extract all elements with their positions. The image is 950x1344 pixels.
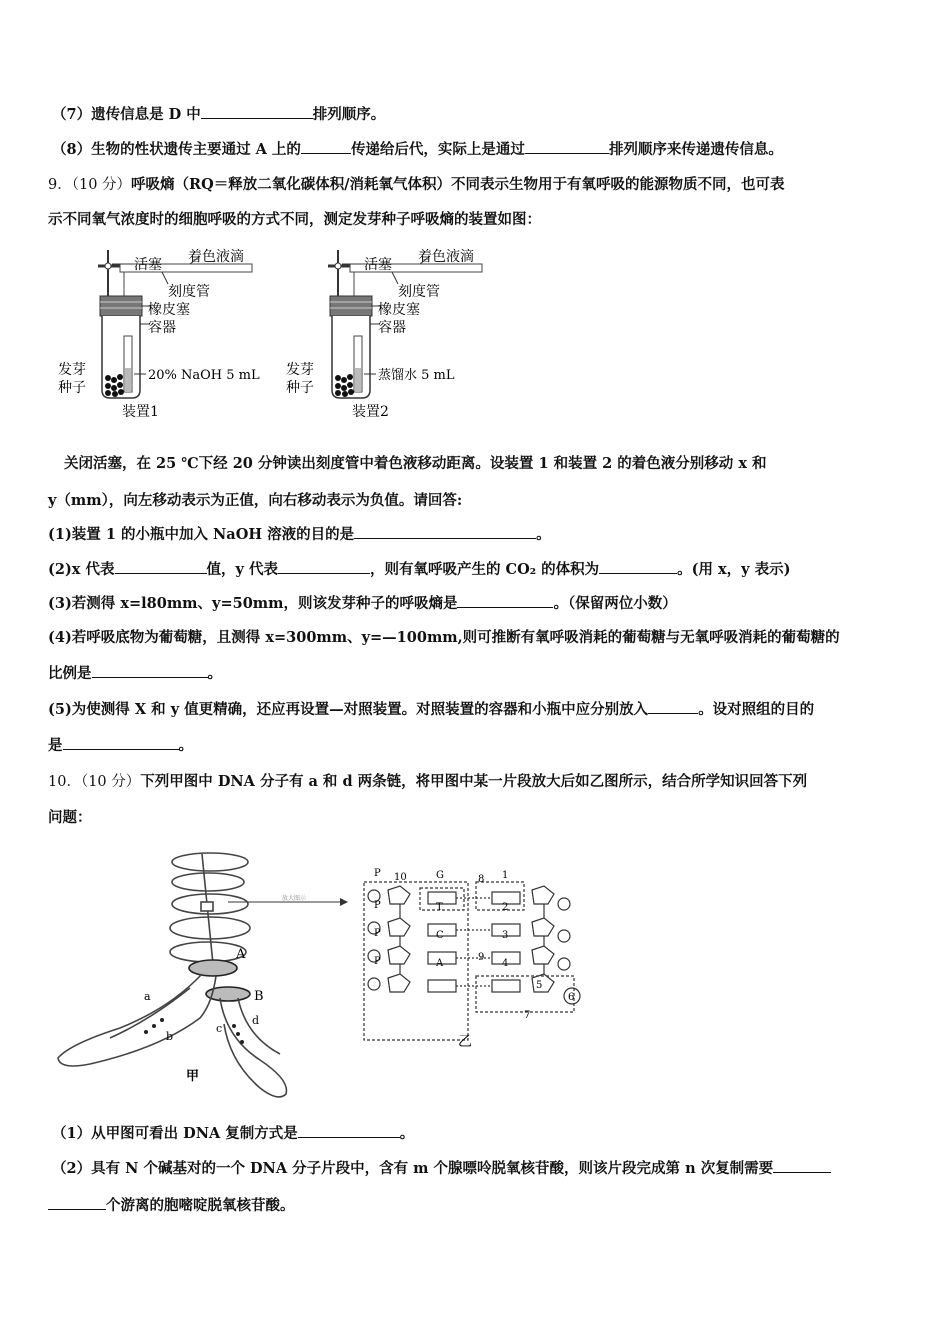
q9-stem-line2: 示不同氧气浓度时的细胞呼吸的方式不同，测定发芽种子呼吸熵的装置如图： [48,211,541,228]
label-seed-2: 种子 [286,380,314,396]
answer-blank[interactable] [525,139,609,154]
q9-sub5-line1: (5)为使测得 X 和 y 值更精确，还应再设置—对照装置。对照装置的容器和小瓶中应分别放入 。设对照组的目的 [48,701,815,718]
q9-sub5-line2: 是 。 [48,737,193,754]
svg-text:7: 7 [524,1010,531,1021]
q9-sub2: (2)x 代表 值，y 代表 ，则有氧呼吸产生的 CO₂ 的体积为 。(用 x，y 表示) [48,561,791,578]
svg-text:3: 3 [502,930,509,941]
base-T: T [436,902,443,913]
label-b: b [166,1030,174,1043]
label-stopcock: 活塞 [134,257,162,273]
base-C: C [436,930,444,941]
label-apparatus-1: 装置1 [122,404,159,420]
nucleotide-rows [368,886,580,1004]
label-stopcock: 活塞 [364,257,392,273]
base-G: G [436,870,444,881]
answer-blank[interactable] [599,559,677,574]
answer-blank[interactable] [298,1123,400,1138]
dna-replication-figure [50,848,610,1106]
svg-text:10: 10 [394,872,407,883]
svg-text:P: P [374,868,381,879]
label-droplet: 着色液滴 [418,249,474,265]
svg-text:P: P [374,900,381,911]
label-a: a [144,990,151,1003]
respiration-apparatus-figure [50,240,510,430]
answer-blank[interactable] [773,1158,831,1173]
label-seed-2: 种子 [58,380,86,396]
svg-text:P: P [374,956,381,967]
label-d: d [252,1014,260,1027]
label-container: 容器 [148,320,176,336]
q10-sub2-line2: 个游离的胞嘧啶脱氧核苷酸。 [48,1194,295,1215]
label-container: 容器 [378,320,406,336]
q8-part7: （7）遗传信息是 D 中 排列顺序。 [52,106,386,123]
label-jia: 甲 [186,1069,200,1084]
label-droplet: 着色液滴 [188,249,244,265]
q9-stem-line1: 9．（10 分）呼吸熵（RQ＝释放二氧化碳体积/消耗氧气体积）不同表示生物用于有氧呼吸的能源物质不同，也可表 [48,176,785,193]
answer-blank[interactable] [201,104,313,119]
label-seed-1: 发芽 [286,362,314,378]
q9-para2: y（mm），向左移动表示为正值，向右移动表示为负值。请回答: [48,492,463,509]
answer-blank[interactable] [301,139,351,154]
answer-blank[interactable] [48,1195,106,1210]
q9-sub3: (3)若测得 x=l80mm、y=50mm，则该发芽种子的呼吸熵是 。（保留两位小数） [48,595,677,612]
q9-sub4-line2: 比例是 。 [48,665,222,682]
label-seed-1: 发芽 [58,362,86,378]
figure-yi [364,882,580,1040]
label-B: B [254,989,264,1004]
svg-text:9: 9 [478,952,485,963]
figure-jia [58,853,286,1097]
q8-part8: （8）生物的性状遗传主要通过 A 上的 传递给后代，实际上是通过 排列顺序来传递遗传信息。 [52,141,783,158]
q10-sub2-line1: （2）具有 N 个碱基对的一个 DNA 分子片段中，含有 m 个腺嘌呤脱氧核苷酸，则该片段完成第 n 次复制需要 [52,1157,831,1178]
q9-para1: 关闭活塞，在 25 ℃下经 20 分钟读出刻度管中着色液移动距离。设装置 1 和装置 2 的着色液分别移动 x 和 [64,455,767,472]
answer-blank[interactable] [63,735,179,750]
answer-blank[interactable] [648,699,698,714]
label-naoh: 20% NaOH 5 mL [148,368,260,383]
svg-text:2: 2 [502,902,509,913]
q10-stem-line2: 问题： [48,809,92,826]
answer-blank[interactable] [92,663,208,678]
q9-sub1: (1)装置 1 的小瓶中加入 NaOH 溶液的目的是 。 [48,526,551,543]
label-rubber-stopper: 橡皮塞 [148,302,190,318]
svg-text:1: 1 [502,870,509,881]
arrow-caption: 放大图示 [282,895,307,902]
label-A: A [236,947,246,962]
apparatus-2 [286,248,482,420]
label-yi: 乙 [458,1034,472,1050]
answer-blank[interactable] [115,559,207,574]
svg-text:5: 5 [536,980,543,991]
q10-stem-line1: 10．（10 分）下列甲图中 DNA 分子有 a 和 d 两条链，将甲图中某一片段放大后如乙图所示，结合所学知识回答下列 [48,773,808,790]
svg-text:8: 8 [478,874,485,885]
label-apparatus-2: 装置2 [352,404,389,420]
label-tube: 刻度管 [168,284,210,300]
svg-text:6: 6 [568,992,575,1003]
base-A: A [436,958,444,969]
answer-blank[interactable] [278,559,370,574]
q10-sub1: （1）从甲图可看出 DNA 复制方式是 。 [52,1125,415,1142]
label-water: 蒸馏水 5 mL [378,368,455,383]
label-rubber-stopper: 橡皮塞 [378,302,420,318]
label-tube: 刻度管 [398,284,440,300]
answer-blank[interactable] [457,593,553,608]
label-c: c [216,1022,223,1035]
q9-sub4-line1: (4)若呼吸底物为葡萄糖，且测得 x=300mm、y=—100mm,则可推断有氧呼吸消耗的葡萄糖与无氧呼吸消耗的葡萄糖的 [48,629,840,646]
answer-blank[interactable] [354,524,536,539]
apparatus-1 [58,248,260,420]
svg-text:4: 4 [502,958,509,969]
svg-text:P: P [374,928,381,939]
